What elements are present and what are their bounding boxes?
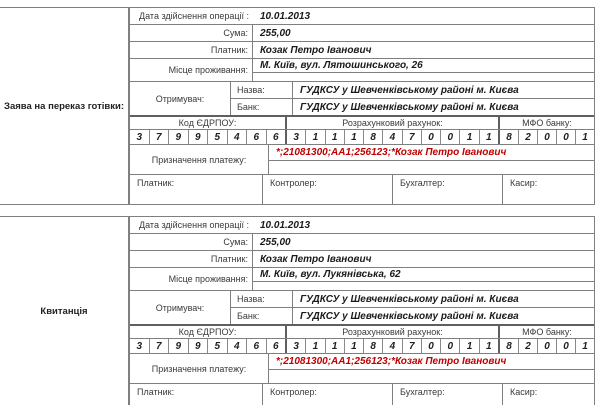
form1-table xyxy=(129,7,595,205)
recipient-name-label: Назва: xyxy=(231,82,293,98)
sign-payer-label: Платник: xyxy=(130,384,263,405)
digit-cell: 1 xyxy=(460,130,479,144)
section-title: Заява на переказ готівки: xyxy=(4,100,124,112)
residence-label: Місце проживання: xyxy=(130,268,253,290)
form2-section-label xyxy=(0,216,129,405)
digit-cell: 4 xyxy=(228,130,248,144)
digit-cell: 3 xyxy=(287,130,306,144)
codes-header-row xyxy=(130,324,594,338)
payer-value: Козак Петро Іванович xyxy=(260,44,372,56)
purpose-value: *;21081300;АА1;256123;*Козак Петро Іванович xyxy=(269,145,594,161)
sign-cashier-label: Касир: xyxy=(510,178,538,188)
codes-digit-row xyxy=(130,338,594,353)
date-label: Дата здійснення операції : xyxy=(139,11,249,21)
sign-accountant-label: Бухгалтер: xyxy=(393,384,503,405)
digit-cell: 1 xyxy=(326,339,345,353)
sum-value: 255,00 xyxy=(260,236,291,248)
digit-cell: 1 xyxy=(345,130,364,144)
mfo-digits xyxy=(498,130,594,144)
digit-cell: 4 xyxy=(383,339,402,353)
purpose-label: Призначення платежу: xyxy=(130,145,269,174)
digit-cell: 8 xyxy=(500,130,519,144)
recipient-name-label: Назва: xyxy=(231,291,293,307)
purpose-block xyxy=(130,144,594,174)
purpose-label: Призначення платежу: xyxy=(130,354,269,383)
digit-cell: 3 xyxy=(130,339,150,353)
residence-value: М. Київ, вул. Лукянівська, 62 xyxy=(253,268,594,282)
edrpou-digits xyxy=(130,339,285,353)
digit-cell: 1 xyxy=(582,340,588,352)
recipient-name-value: ГУДКСУ у Шевченківському районі м. Києва xyxy=(300,293,519,305)
payer-value: Козак Петро Іванович xyxy=(260,253,372,265)
digit-cell: 0 xyxy=(557,339,576,353)
residence-empty-line xyxy=(253,282,594,290)
recipient-block xyxy=(130,81,594,115)
account-header: Розрахунковий рахунок: xyxy=(285,326,498,338)
digit-cell: 1 xyxy=(460,339,479,353)
account-digits xyxy=(285,339,498,353)
mfo-digits xyxy=(498,339,594,353)
date-label: Дата здійснення операції : xyxy=(139,220,249,230)
digit-cell: 6 xyxy=(247,339,267,353)
signatures-row xyxy=(130,174,594,204)
digit-cell: 1 xyxy=(486,340,492,352)
digit-cell: 9 xyxy=(189,339,209,353)
digit-cell: 7 xyxy=(403,130,422,144)
residence-row xyxy=(130,58,594,81)
form1-section-label xyxy=(0,7,129,205)
recipient-block xyxy=(130,290,594,324)
digit-cell: 3 xyxy=(287,339,306,353)
sign-payer-label: Платник: xyxy=(130,175,263,204)
signatures-row xyxy=(130,383,594,405)
recipient-bank-value: ГУДКСУ у Шевченківському районі м. Києва xyxy=(300,310,519,322)
digit-cell: 5 xyxy=(208,339,228,353)
digit-cell: 1 xyxy=(582,131,588,143)
sign-accountant-label: Бухгалтер: xyxy=(393,175,503,204)
digit-cell: 0 xyxy=(441,339,460,353)
residence-value: М. Київ, вул. Лятошинського, 26 xyxy=(253,59,594,73)
sign-cashier-label: Касир: xyxy=(510,387,538,397)
digit-cell: 4 xyxy=(383,130,402,144)
digit-cell: 8 xyxy=(500,339,519,353)
digit-cell: 1 xyxy=(306,130,325,144)
digit-cell: 0 xyxy=(441,130,460,144)
digit-cell: 8 xyxy=(364,339,383,353)
purpose-empty-line xyxy=(269,161,594,174)
digit-cell: 6 xyxy=(272,131,279,143)
recipient-name-value: ГУДКСУ у Шевченківському районі м. Києва xyxy=(300,84,519,96)
payer-row xyxy=(130,250,594,267)
edrpou-digits xyxy=(130,130,285,144)
payer-row xyxy=(130,41,594,58)
sum-row xyxy=(130,24,594,41)
digit-cell: 7 xyxy=(403,339,422,353)
sign-controller-label: Контролер: xyxy=(263,175,393,204)
digit-cell: 1 xyxy=(486,131,492,143)
date-row xyxy=(130,8,594,24)
recipient-label: Отримувач: xyxy=(130,82,231,115)
payer-label: Платник: xyxy=(130,42,253,58)
digit-cell: 1 xyxy=(306,339,325,353)
recipient-bank-label: Банк: xyxy=(231,99,293,115)
digit-cell: 0 xyxy=(538,339,557,353)
edrpou-header: Код ЄДРПОУ: xyxy=(178,118,237,128)
digit-cell: 1 xyxy=(326,130,345,144)
digit-cell: 1 xyxy=(345,339,364,353)
sign-controller-label: Контролер: xyxy=(263,384,393,405)
purpose-value: *;21081300;АА1;256123;*Козак Петро Іванович xyxy=(269,354,594,370)
account-header: Розрахунковий рахунок: xyxy=(285,117,498,129)
sum-label: Сума: xyxy=(130,234,253,250)
recipient-bank-value: ГУДКСУ у Шевченківському районі м. Києва xyxy=(300,101,519,113)
sum-row xyxy=(130,233,594,250)
date-row xyxy=(130,217,594,233)
residence-empty-line xyxy=(253,73,594,81)
digit-cell: 9 xyxy=(169,130,189,144)
payer-label: Платник: xyxy=(130,251,253,267)
purpose-empty-line xyxy=(269,370,594,383)
edrpou-header: Код ЄДРПОУ: xyxy=(178,327,237,337)
date-value: 10.01.2013 xyxy=(260,219,311,231)
mfo-header: МФО банку: xyxy=(498,326,594,338)
digit-cell: 0 xyxy=(422,130,441,144)
digit-cell: 6 xyxy=(247,130,267,144)
digit-cell: 2 xyxy=(519,130,538,144)
codes-digit-row xyxy=(130,129,594,144)
sum-value: 255,00 xyxy=(260,27,291,39)
recipient-label: Отримувач: xyxy=(130,291,231,324)
recipient-bank-label: Банк: xyxy=(231,308,293,324)
digit-cell: 0 xyxy=(538,130,557,144)
digit-cell: 7 xyxy=(150,130,170,144)
account-digits xyxy=(285,130,498,144)
digit-cell: 0 xyxy=(422,339,441,353)
date-value: 10.01.2013 xyxy=(260,10,311,22)
digit-cell: 4 xyxy=(228,339,248,353)
form2-table xyxy=(129,216,595,405)
digit-cell: 2 xyxy=(519,339,538,353)
residence-label: Місце проживання: xyxy=(130,59,253,81)
digit-cell: 8 xyxy=(364,130,383,144)
mfo-header: МФО банку: xyxy=(498,117,594,129)
section-title: Квитанція xyxy=(40,305,88,317)
digit-cell: 9 xyxy=(189,130,209,144)
digit-cell: 6 xyxy=(272,340,279,352)
sum-label: Сума: xyxy=(130,25,253,41)
digit-cell: 7 xyxy=(150,339,170,353)
residence-row xyxy=(130,267,594,290)
digit-cell: 3 xyxy=(130,130,150,144)
digit-cell: 0 xyxy=(557,130,576,144)
digit-cell: 5 xyxy=(208,130,228,144)
digit-cell: 9 xyxy=(169,339,189,353)
purpose-block xyxy=(130,353,594,383)
codes-header-row xyxy=(130,115,594,129)
